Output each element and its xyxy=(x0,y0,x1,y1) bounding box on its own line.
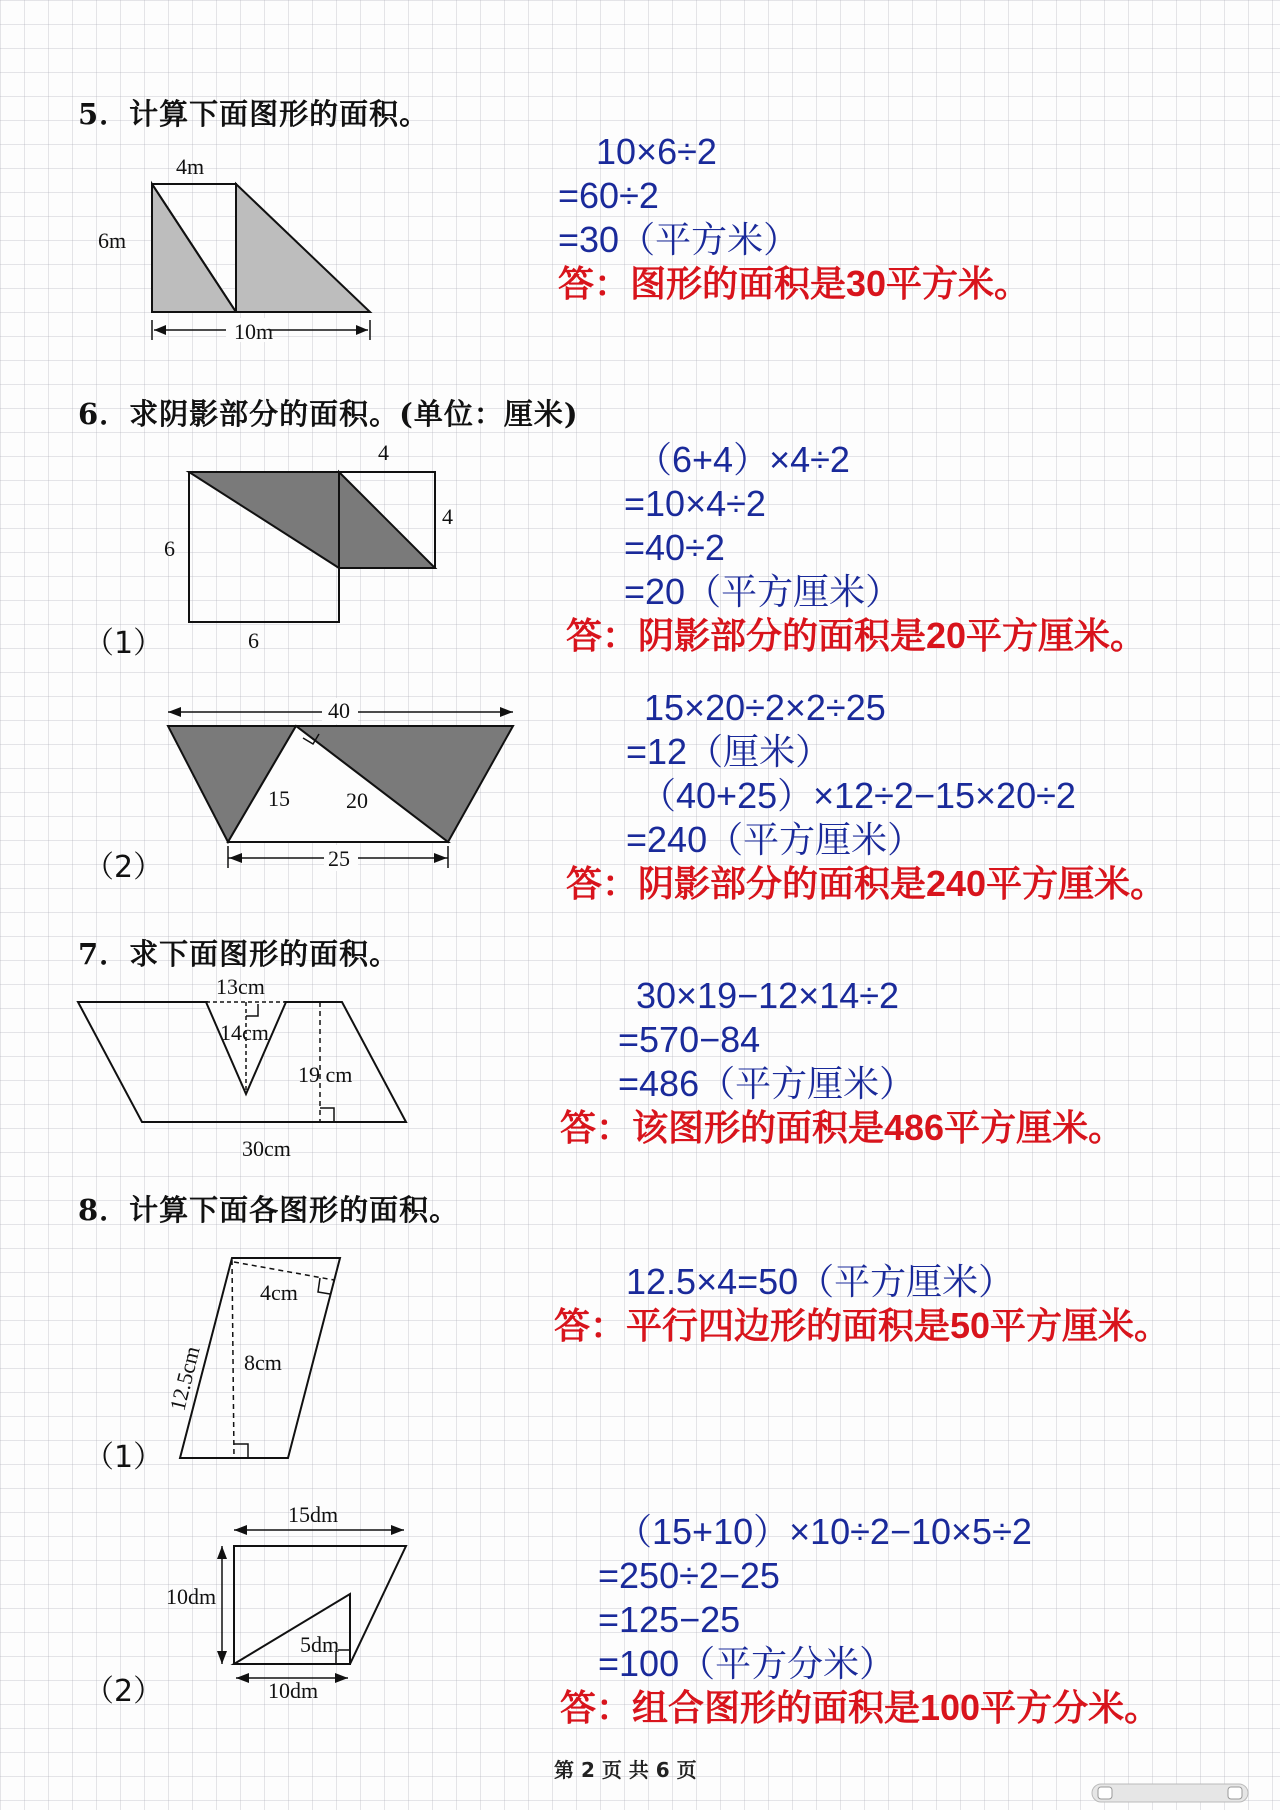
q8-1-label: （1） xyxy=(84,1440,164,1475)
q7-label-top: 13cm xyxy=(216,974,265,999)
q8-2-label-top: 15dm xyxy=(288,1502,339,1527)
q5-right-shaded-triangle xyxy=(236,184,370,312)
q5-step-1: 10×6÷2 xyxy=(596,131,717,172)
q6-1-step-3: =40÷2 xyxy=(624,527,725,568)
q7-step-2: =570−84 xyxy=(618,1019,761,1060)
q7-step-3: =486（平方厘米） xyxy=(618,1063,916,1104)
q8-2-step-2: =250÷2−25 xyxy=(598,1555,780,1596)
q8-1-label-side: 12.5cm xyxy=(164,1343,205,1414)
q8-2-label-left: 10dm xyxy=(166,1584,217,1609)
q8-2-step-4: =100（平方分米） xyxy=(598,1643,896,1684)
q6-1-step-1: （6+4）×4÷2 xyxy=(636,439,850,480)
q5-label-left: 6m xyxy=(98,228,127,253)
q7-step-1: 30×19−12×14÷2 xyxy=(636,975,900,1016)
q8-2-answer: 答：组合图形的面积是100平方分米。 xyxy=(560,1687,1161,1728)
q6-1-label-bottom: 6 xyxy=(248,628,259,653)
q7-label-depth: 14cm xyxy=(220,1020,269,1045)
q5-label-top: 4m xyxy=(176,154,205,179)
q6-2-label-a: 15 xyxy=(268,786,290,811)
q7-answer: 答：该图形的面积是486平方厘米。 xyxy=(560,1107,1125,1148)
q8-1-label-h2: 8cm xyxy=(244,1350,282,1375)
q5-label-bottom: 10m xyxy=(234,319,274,344)
page-toggle-icon[interactable] xyxy=(1090,1782,1250,1804)
q7-label-height: 19 cm xyxy=(298,1062,353,1087)
q8-2-step-3: =125−25 xyxy=(598,1599,741,1640)
q6-2-label-bottom: 25 xyxy=(328,846,350,871)
q8-1-answer: 答：平行四边形的面积是50平方厘米。 xyxy=(554,1305,1171,1346)
q6-1-answer: 答：阴影部分的面积是20平方厘米。 xyxy=(566,615,1147,656)
q5-answer: 答：图形的面积是30平方米。 xyxy=(558,263,1031,304)
q6-1-shaded-triangle-left xyxy=(189,472,339,568)
page-footer: 第 2 页 共 6 页 xyxy=(554,1758,697,1782)
q6-2-step-1: 15×20÷2×2÷25 xyxy=(644,687,886,728)
q8-2-label-mid: 5dm xyxy=(300,1632,340,1657)
q6-2-step-2: =12（厘米） xyxy=(626,731,832,772)
q6-2-label-top: 40 xyxy=(328,698,350,723)
q5-step-3: =30（平方米） xyxy=(558,219,800,260)
q7-label-bottom: 30cm xyxy=(242,1136,291,1161)
q6-2-label: （2） xyxy=(84,850,164,885)
q8-2-label: （2） xyxy=(84,1674,164,1709)
q8-2-step-1: （15+10）×10÷2−10×5÷2 xyxy=(616,1511,1032,1552)
q5-step-2: =60÷2 xyxy=(558,175,659,216)
q8-title: 8．计算下面各图形的面积。 xyxy=(78,1193,460,1227)
q6-2-label-b: 20 xyxy=(346,788,368,813)
q6-2-answer: 答：阴影部分的面积是240平方厘米。 xyxy=(566,863,1167,904)
q8-1-step-1: 12.5×4=50（平方厘米） xyxy=(626,1261,1015,1302)
q7-title: 7．求下面图形的面积。 xyxy=(78,937,400,971)
q6-1-shaded-triangle-right xyxy=(339,472,435,568)
q6-1-step-4: =20（平方厘米） xyxy=(624,571,902,612)
q6-1-step-2: =10×4÷2 xyxy=(624,483,766,524)
q5-title: 5．计算下面图形的面积。 xyxy=(78,97,430,131)
q8-1-label-h1: 4cm xyxy=(260,1280,298,1305)
q6-1-label-top: 4 xyxy=(378,440,389,465)
q6-2-step-4: =240（平方厘米） xyxy=(626,819,924,860)
q6-title: 6．求阴影部分的面积。(单位：厘米) xyxy=(78,397,579,431)
q6-1-label-right: 4 xyxy=(442,504,453,529)
q8-2-label-bottom: 10dm xyxy=(268,1678,319,1703)
q6-1-label-left: 6 xyxy=(164,536,175,561)
q6-1-label: （1） xyxy=(84,626,164,661)
q6-2-step-3: （40+25）×12÷2−15×20÷2 xyxy=(640,775,1076,816)
